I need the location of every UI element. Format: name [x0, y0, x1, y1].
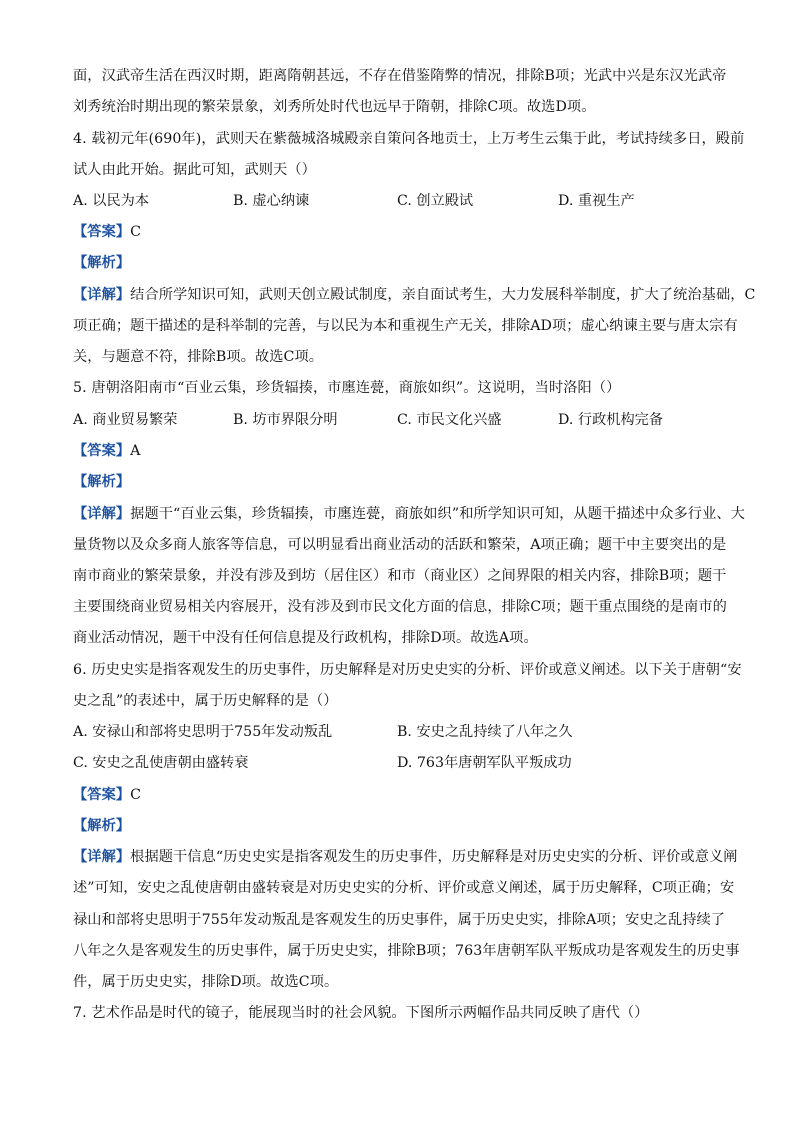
- q5-answer: [73, 441, 141, 461]
- analysis-tag: 【解析】: [73, 255, 131, 271]
- text-line: 面，汉武帝生活在西汉时期，距离隋朝甚远，不存在借鉴隋弊的情况，排除B项；光武中兴是东汉光武帝: [73, 68, 727, 84]
- detail-tag: 【详解】: [73, 287, 131, 303]
- q6-detail-cont: 禄山和部将史思明于755年发动叛乱是客观发生的历史事件，属于历史史实，排除A项；安史之乱持续了: [73, 912, 726, 928]
- q4-detail-cont: 项正确；题干描述的是科举制的完善，与以民为本和重视生产无关，排除AD项；虚心纳谏主要与唐太宗有: [73, 318, 738, 334]
- answer-tag: 【答案】: [73, 224, 131, 240]
- q5-option-b: B. 坊市界限分明: [233, 412, 338, 428]
- q4-option-d: D. 重视生产: [558, 193, 635, 209]
- analysis-tag: 【解析】: [73, 818, 131, 834]
- q4-option-a: A. 以民为本: [73, 193, 150, 209]
- q5-analysis-tag: [73, 472, 130, 492]
- q5-option-d: D. 行政机构完备: [558, 412, 664, 428]
- q6-option-c: C. 安史之乱使唐朝由盛转衰: [73, 755, 249, 771]
- q4-option-b: B. 虚心纳谏: [233, 193, 310, 209]
- q4-option-c: C. 创立殿试: [397, 193, 474, 209]
- q6-detail-cont: 八年之久是客观发生的历史事件，属于历史史实，排除B项；763年唐朝军队平叛成功是客观发生的历史事: [73, 943, 740, 959]
- q4-detail: [73, 285, 755, 305]
- answer-value: C: [130, 787, 142, 803]
- q6-detail: [73, 847, 738, 867]
- question-4-stem: 4. 载初元年(690年)，武则天在紫薇城洛城殿亲自策问各地贡士，上万考生云集于此，考试持续多日，殿前: [73, 131, 745, 147]
- detail-text: 根据题干信息“历史史实是指客观发生的历史事件，历史解释是对历史史实的分析、评价或意义阐: [130, 849, 738, 865]
- q6-answer: [73, 785, 141, 805]
- detail-tag: 【详解】: [73, 849, 131, 865]
- q6-detail-cont: 述”可知，安史之乱使唐朝由盛转衰是对历史史实的分析、评价或意义阐述，属于历史解释，C项正确；安: [73, 880, 735, 896]
- answer-tag: 【答案】: [73, 787, 131, 803]
- question-5-stem: 5. 唐朝洛阳南市“百业云集，珍货辐揍，市廛连甍，商旅如织”。这说明，当时洛阳（）: [73, 380, 621, 396]
- detail-text: 据题干“百业云集，珍货辐揍，市廛连甍，商旅如织”和所学知识可知，从题干描述中众多行业、大: [130, 506, 745, 522]
- q5-detail-cont: 商业活动情况，题干中没有任何信息提及行政机构，排除D项。故选A项。: [73, 630, 538, 646]
- q4-answer: [73, 222, 141, 242]
- question-6-stem-cont: 史之乱”的表述中，属于历史解释的是（）: [73, 693, 338, 709]
- q5-option-c: C. 市民文化兴盛: [397, 412, 502, 428]
- q6-option-a: A. 安禄山和部将史思明于755年发动叛乱: [73, 724, 333, 740]
- detail-text: 结合所学知识可知，武则天创立殿试制度，亲自面试考生，大力发展科举制度，扩大了统治基础，C: [130, 287, 756, 303]
- text-line: 刘秀统治时期出现的繁荣景象，刘秀所处时代也远早于隋朝，排除C项。故选D项。: [73, 99, 596, 115]
- q4-detail-cont: 关，与题意不符，排除B项。故选C项。: [73, 349, 324, 365]
- q5-detail: [73, 504, 745, 524]
- q6-option-b: B. 安史之乱持续了八年之久: [397, 724, 573, 740]
- q5-detail-cont: 主要围绕商业贸易相关内容展开，没有涉及到市民文化方面的信息，排除C项；题干重点围绕的是南市的: [73, 599, 727, 615]
- question-6-stem: 6. 历史史实是指客观发生的历史事件，历史解释是对历史史实的分析、评价或意义阐述。以下关于唐朝“安: [73, 662, 742, 678]
- answer-tag: 【答案】: [73, 443, 131, 459]
- q6-option-d: D. 763年唐朝军队平叛成功: [397, 755, 572, 771]
- q4-analysis-tag: [73, 253, 130, 273]
- q5-detail-cont: 南市商业的繁荣景象，并没有涉及到坊（居住区）和市（商业区）之间界限的相关内容，排除B项；题干: [73, 568, 727, 584]
- detail-tag: 【详解】: [73, 506, 131, 522]
- q5-detail-cont: 量货物以及众多商人旅客等信息，可以明显看出商业活动的活跃和繁荣，A项正确；题干中主要突出的是: [73, 537, 727, 553]
- q6-analysis-tag: [73, 816, 130, 836]
- analysis-tag: 【解析】: [73, 474, 131, 490]
- question-4-stem-cont: 试人由此开始。据此可知，武则天（）: [73, 162, 316, 178]
- q5-option-a: A. 商业贸易繁荣: [73, 412, 178, 428]
- q6-detail-cont: 件，属于历史史实，排除D项。故选C项。: [73, 974, 339, 990]
- answer-value: C: [130, 224, 142, 240]
- answer-value: A: [130, 443, 141, 459]
- question-7-stem: 7. 艺术作品是时代的镜子，能展现当时的社会风貌。下图所示两幅作品共同反映了唐代（）: [73, 1005, 649, 1021]
